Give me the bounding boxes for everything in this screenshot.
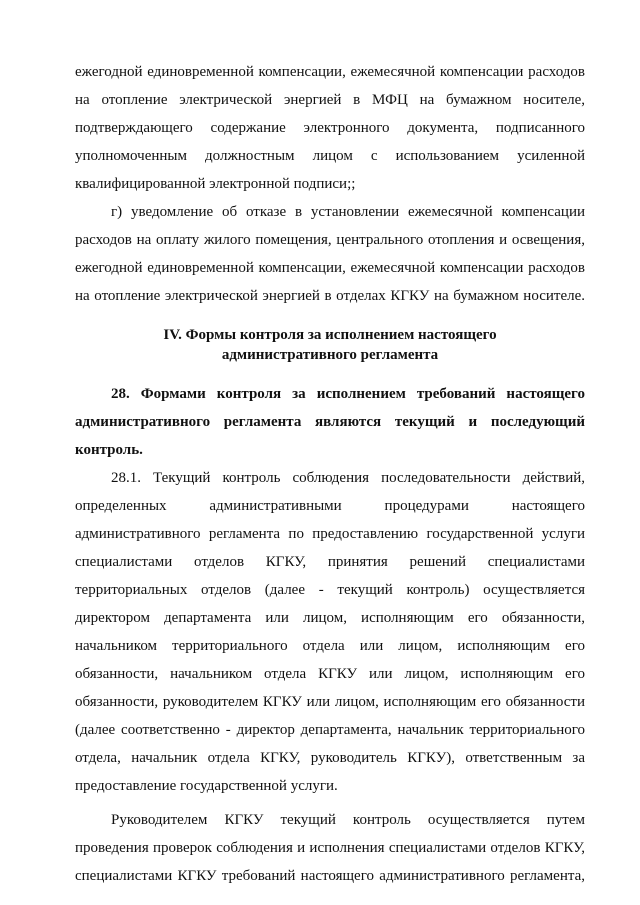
text-line: на отопление электрической энергией в отделах КГКУ на бумажном носителе.: [75, 288, 585, 304]
text-line: начальником территориального отдела или лицом, исполняющим его: [75, 638, 585, 654]
text-line: административного регламента являются текущий и последующий: [75, 414, 585, 430]
text-line: обязанности, начальником отдела КГКУ или лицом, исполняющим его: [75, 666, 585, 682]
text-line: Руководителем КГКУ текущий контроль осуществляется путем: [111, 812, 585, 828]
section-heading: административного регламента: [221, 347, 439, 363]
text-line: территориальных отделов (далее - текущий контроль) осуществляется: [75, 582, 585, 598]
text-line: административного регламента по предоставлению государственной услуги: [75, 526, 585, 542]
section-heading: IV. Формы контроля за исполнением настоящего: [163, 327, 497, 343]
text-line: предоставление государственной услуги.: [75, 778, 338, 794]
text-line: 28.1. Текущий контроль соблюдения последовательности действий,: [111, 470, 585, 486]
text-line: 28. Формами контроля за исполнением требований настоящего: [111, 386, 585, 402]
text-line: обязанности, руководителем КГКУ или лицом, исполняющим его обязанности: [75, 694, 585, 710]
text-line: директором департамента или лицом, исполняющим его обязанности,: [75, 610, 585, 626]
text-line: специалистами КГКУ требований настоящего административного регламента,: [75, 868, 585, 884]
text-line: проведения проверок соблюдения и исполнения специалистами отделов КГКУ,: [75, 840, 585, 856]
text-line: уполномоченным должностным лицом с использованием усиленной: [75, 148, 585, 164]
text-line: ежегодной единовременной компенсации, ежемесячной компенсации расходов: [75, 260, 585, 276]
text-line: определенных административными процедурами настоящего: [75, 498, 585, 514]
text-line: специалистами отделов КГКУ, принятия решений специалистами: [75, 554, 585, 570]
text-line: отдела, начальник отдела КГКУ, руководитель КГКУ), ответственным за: [75, 750, 585, 766]
text-line: контроль.: [75, 442, 143, 458]
text-line: ежегодной единовременной компенсации, ежемесячной компенсации расходов: [75, 64, 585, 80]
text-line: расходов на оплату жилого помещения, центрального отопления и освещения,: [75, 232, 585, 248]
text-line: подтверждающего содержание электронного документа, подписанного: [75, 120, 585, 136]
text-line: на отопление электрической энергией в МФЦ на бумажном носителе,: [75, 92, 585, 108]
text-line: г) уведомление об отказе в установлении ежемесячной компенсации: [111, 204, 585, 220]
text-line: квалифицированной электронной подписи;;: [75, 176, 356, 192]
text-line: (далее соответственно - директор департамента, начальник территориального: [75, 722, 585, 738]
